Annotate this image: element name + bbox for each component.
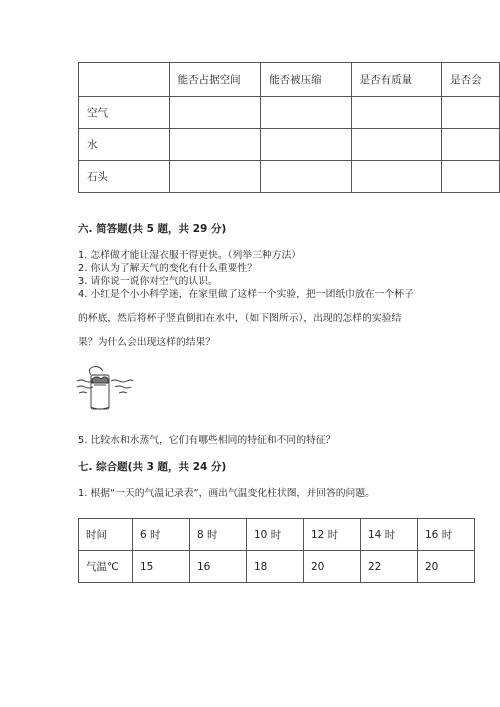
table-cell: 14 时 <box>361 519 418 551</box>
properties-table <box>78 62 500 193</box>
temperature-table <box>78 518 475 583</box>
table-cell: 16 <box>190 551 247 583</box>
table-cell: 6 时 <box>133 519 190 551</box>
table-cell <box>261 97 351 129</box>
table-row <box>79 129 500 161</box>
table-cell <box>79 63 170 97</box>
row-label: 水 <box>79 129 170 161</box>
table-cell: 气温℃ <box>79 551 133 583</box>
table-cell: 18 <box>247 551 304 583</box>
question-4-line-1: 4. 小红是个小小科学迷，在家里做了这样一个实验，把一团纸巾放在一个杯子 <box>78 289 414 300</box>
table-cell <box>442 129 500 161</box>
section-7-question-1: 1. 根据“一天的气温记录表”，画出气温变化柱状图，并回答的问题。 <box>78 488 375 499</box>
table-cell <box>442 161 500 193</box>
table-cell <box>169 97 261 129</box>
table-cell <box>442 97 500 129</box>
table-cell: 时间 <box>79 519 133 551</box>
cup-in-water-figure <box>75 365 135 415</box>
table-cell: 16 时 <box>418 519 475 551</box>
question-4-line-3: 果？为什么会出现这样的结果？ <box>78 337 216 348</box>
table-header-cell: 是否有质量 <box>351 63 441 97</box>
table-cell: 15 <box>133 551 190 583</box>
question-4-line-2: 的杯底，然后将杯子竖直倒扣在水中，（如下图所示），出现的怎样的实验结 <box>78 313 402 324</box>
table-cell: 8 时 <box>190 519 247 551</box>
table-header-cell: 是否会 <box>442 63 500 97</box>
table-cell <box>169 129 261 161</box>
table-cell <box>169 161 261 193</box>
table-header-row <box>79 63 500 97</box>
table-cell <box>351 129 441 161</box>
table-cell: 20 <box>418 551 475 583</box>
table-cell: 22 <box>361 551 418 583</box>
table-header-cell: 能否被压缩 <box>261 63 351 97</box>
question-2: 2. 你认为了解天气的变化有什么重要性？ <box>78 263 258 274</box>
row-label: 空气 <box>79 97 170 129</box>
table-row <box>79 161 500 193</box>
table-header-cell: 能否占据空间 <box>169 63 261 97</box>
table-row <box>79 519 475 551</box>
section-7-heading: 七. 综合题(共 3 题，共 24 分) <box>78 461 227 473</box>
table-cell <box>261 129 351 161</box>
table-cell: 12 时 <box>304 519 361 551</box>
section-6-heading: 六. 简答题(共 5 题，共 29 分) <box>78 223 227 235</box>
question-5: 5. 比较水和水蒸气，它们有哪些相同的特征和不同的特征？ <box>78 435 336 446</box>
table-cell <box>261 161 351 193</box>
question-1: 1. 怎样做才能让湿衣服干得更快。（列举三种方法） <box>78 250 302 261</box>
table-cell: 10 时 <box>247 519 304 551</box>
table-cell <box>351 97 441 129</box>
table-row <box>79 97 500 129</box>
table-row <box>79 551 475 583</box>
question-3: 3. 请你说一说你对空气的认识。 <box>78 276 218 287</box>
table-cell: 20 <box>304 551 361 583</box>
table-cell <box>351 161 441 193</box>
row-label: 石头 <box>79 161 170 193</box>
